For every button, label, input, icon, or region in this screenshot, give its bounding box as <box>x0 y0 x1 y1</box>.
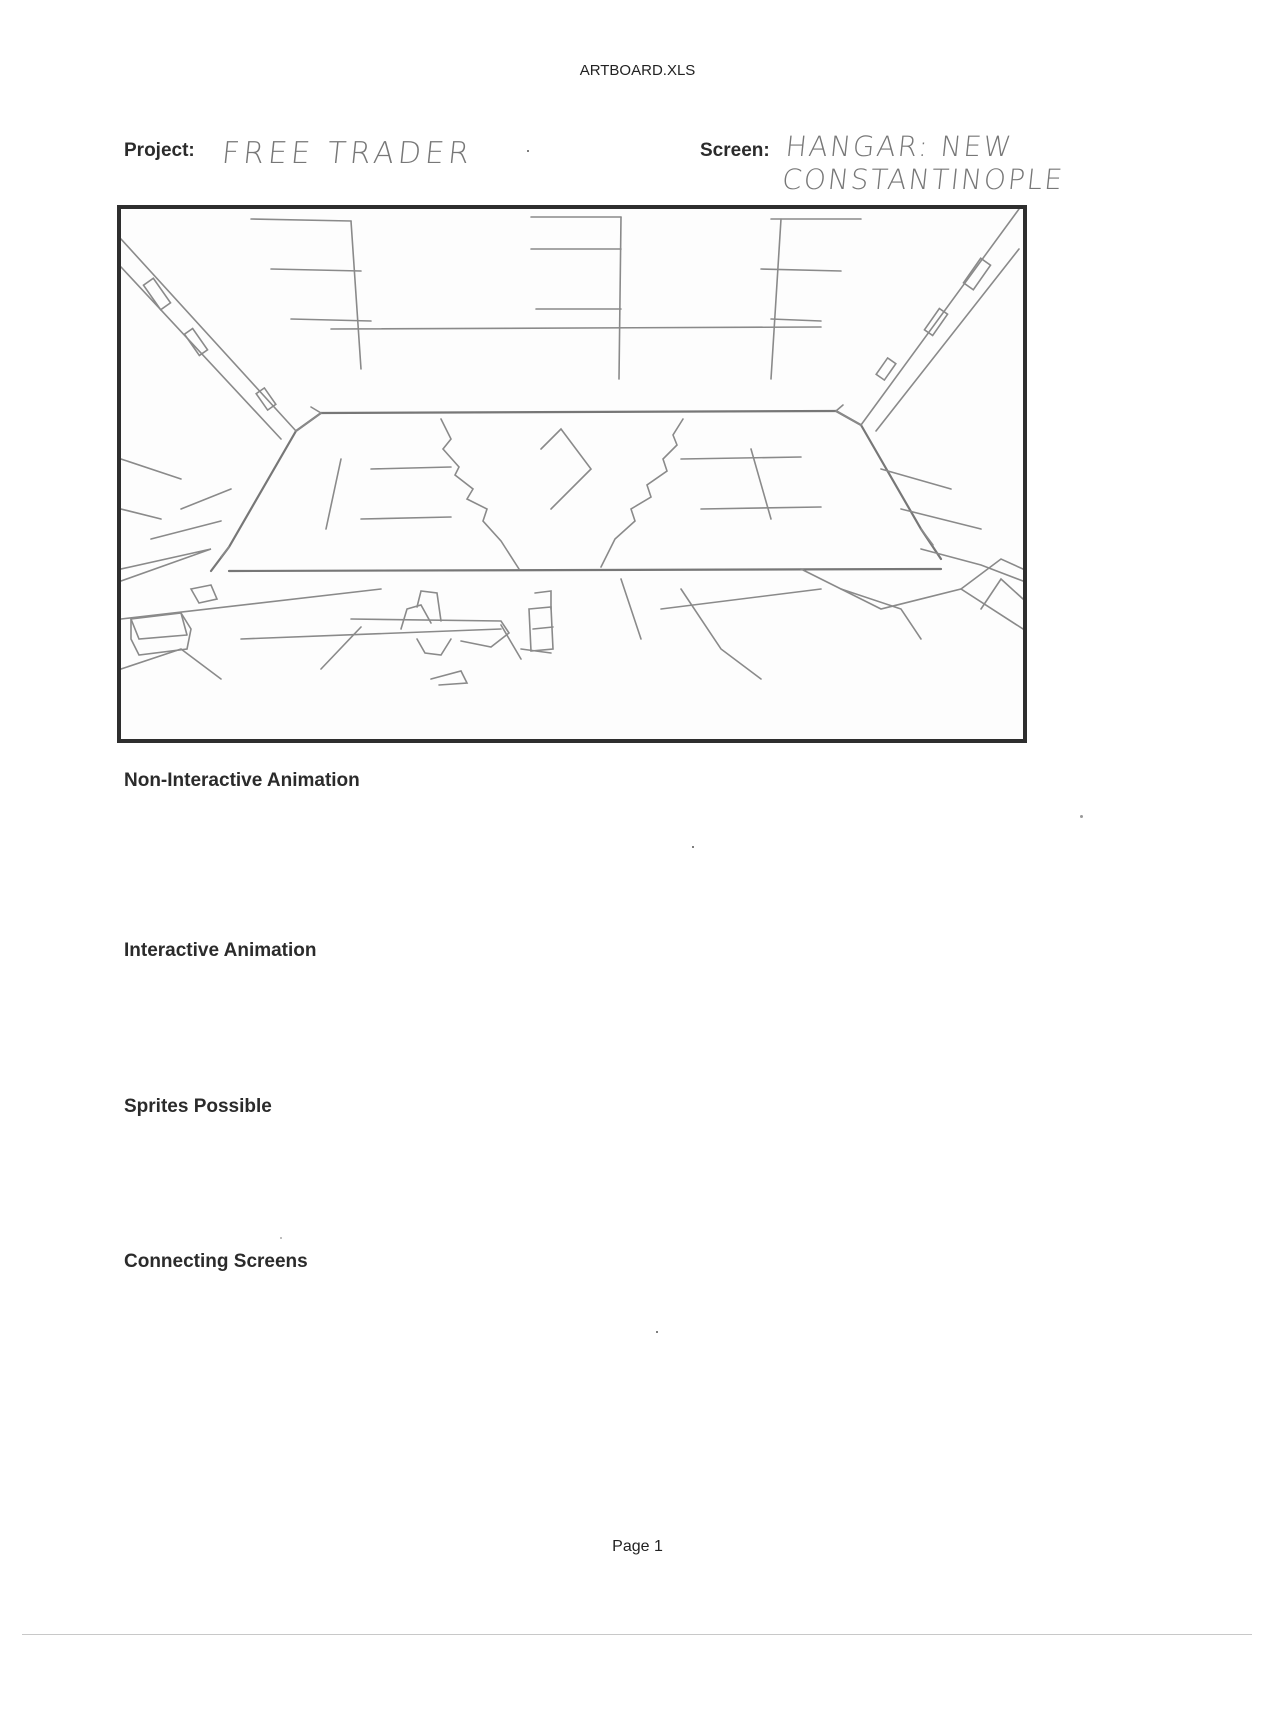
document-title: ARTBOARD.XLS <box>579 62 696 79</box>
scan-speck <box>280 1237 282 1239</box>
footer-divider <box>22 1634 1252 1635</box>
screen-value: HANGAR: NEW CONSTANTINOPLE <box>780 130 1066 196</box>
connecting-screens-heading: Connecting Screens <box>124 1251 308 1272</box>
storyboard-sketch-frame <box>117 205 1027 743</box>
scan-speck <box>656 1331 658 1333</box>
interactive-animation-heading: Interactive Animation <box>124 940 317 961</box>
hangar-sketch <box>121 209 1023 739</box>
scan-speck <box>1080 815 1083 818</box>
page-number: Page 1 <box>612 1538 663 1555</box>
sprites-possible-heading: Sprites Possible <box>124 1096 272 1117</box>
screen-label: Screen: <box>700 140 770 161</box>
scan-speck <box>692 846 694 848</box>
scan-speck <box>527 150 529 152</box>
project-value: FREE TRADER <box>220 136 475 171</box>
non-interactive-animation-heading: Non-Interactive Animation <box>124 770 360 791</box>
project-label: Project: <box>124 140 195 161</box>
